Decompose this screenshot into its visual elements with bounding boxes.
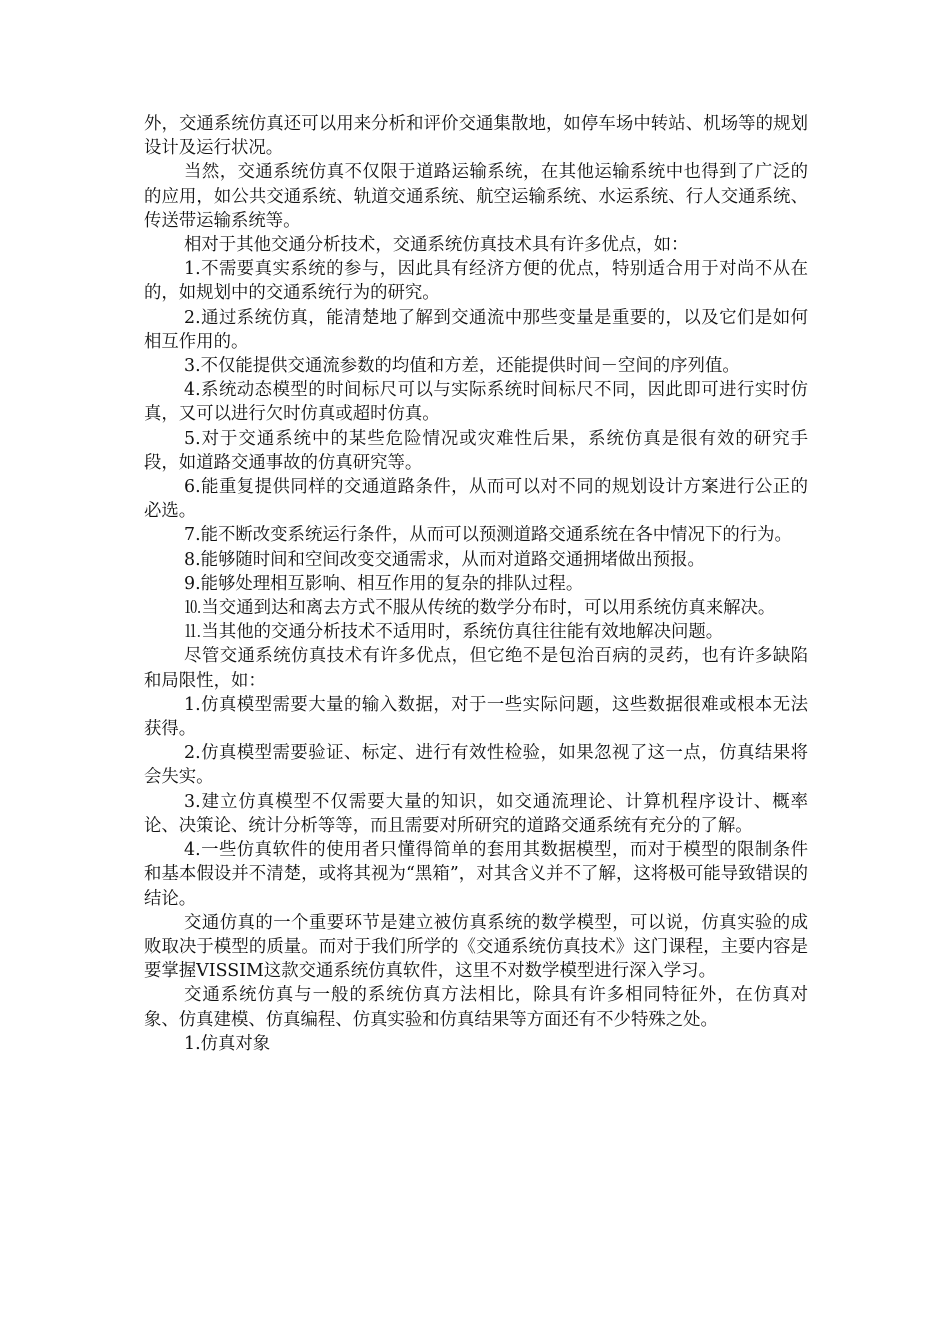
- list-item: 5.对于交通系统中的某些危险情况或灾难性后果，系统仿真是很有效的研究手段，如道路交通事故的仿真研究等。: [144, 428, 808, 473]
- paragraph: 当然，交通系统仿真不仅限于道路运输系统，在其他运输系统中也得到了广泛的的应用，如公共交通系统、轨道交通系统、航空运输系统、水运系统、行人交通系统、传送带运输系统等。: [144, 162, 808, 231]
- list-item: 7.能不断改变系统运行条件，从而可以预测道路交通系统在各中情况下的行为。: [184, 525, 792, 546]
- paragraph: 交通系统仿真与一般的系统仿真方法相比，除具有许多相同特征外，在仿真对象、仿真建模、仿真编程、仿真实验和仿真结果等方面还有不少特殊之处。: [144, 985, 808, 1030]
- list-item: 2.仿真模型需要验证、标定、进行有效性检验，如果忽视了这一点，仿真结果将会失实。: [144, 743, 808, 788]
- list-item: 4.一些仿真软件的使用者只懂得简单的套用其数据模型，而对于模型的限制条件和基本假设并不清楚，或将其视为“黑箱”，对其含义并不了解，这将极可能导致错误的结论。: [144, 840, 808, 909]
- list-item: 3.不仅能提供交通流参数的均值和方差，还能提供时间－空间的序列值。: [184, 356, 740, 377]
- list-item: 4.系统动态模型的时间标尺可以与实际系统时间标尺不同，因此即可进行实时仿真，又可以进行欠时仿真或超时仿真。: [144, 380, 808, 425]
- list-item: ⒑当交通到达和离去方式不服从传统的数学分布时，可以用系统仿真来解决。: [184, 598, 776, 619]
- list-item: 1.不需要真实系统的参与，因此具有经济方便的优点，特别适合用于对尚不从在的，如规划中的交通系统行为的研究。: [144, 259, 808, 304]
- section-heading: 1.仿真对象: [184, 1033, 271, 1054]
- document-body: [144, 112, 808, 1056]
- list-item: 3.建立仿真模型不仅需要大量的知识，如交通流理论、计算机程序设计、概率论、决策论、统计分析等等，而且需要对所研究的道路交通系统有充分的了解。: [144, 791, 808, 836]
- list-item: ⒒当其他的交通分析技术不适用时，系统仿真往往能有效地解决问题。: [184, 622, 724, 643]
- paragraph: 相对于其他交通分析技术，交通系统仿真技术具有许多优点，如：: [184, 235, 689, 256]
- list-item: 9.能够处理相互影响、相互作用的复杂的排队过程。: [184, 573, 584, 594]
- paragraph: 外，交通系统仿真还可以用来分析和评价交通集散地，如停车场中转站、机场等的规划设计及运行状况。: [144, 114, 808, 159]
- list-item: 2.通过系统仿真，能清楚地了解到交通流中那些变量是重要的，以及它们是如何相互作用的。: [144, 307, 808, 352]
- paragraph: 交通仿真的一个重要环节是建立被仿真系统的数学模型，可以说，仿真实验的成败取决于模型的质量。而对于我们所学的《交通系统仿真技术》这门课程，主要内容是要掌握VISSIM这款交通系统仿真软件，这里不对数学模型进行深入学习。: [144, 912, 808, 982]
- list-item: 8.能够随时间和空间改变交通需求，从而对道路交通拥堵做出预报。: [184, 549, 705, 570]
- paragraph: 尽管交通系统仿真技术有许多优点，但它绝不是包治百病的灵药，也有许多缺陷和局限性，如：: [144, 646, 808, 691]
- list-item: 6.能重复提供同样的交通道路条件，从而可以对不同的规划设计方案进行公正的必选。: [144, 477, 808, 522]
- list-item: 1.仿真模型需要大量的输入数据，对于一些实际问题，这些数据很难或根本无法获得。: [144, 694, 808, 740]
